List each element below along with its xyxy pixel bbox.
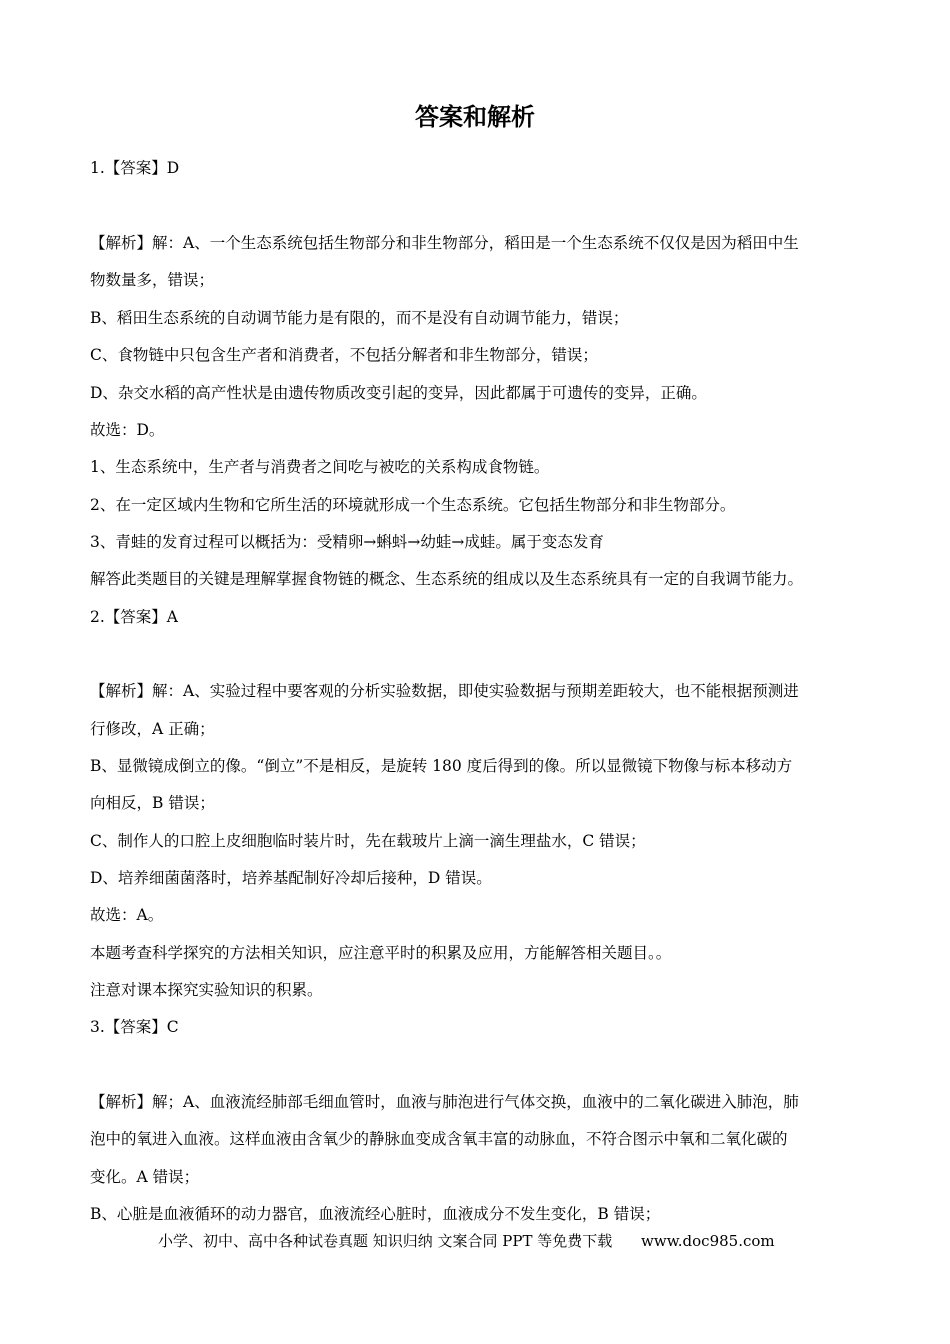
analysis-line: 注意对课本探究实验知识的积累。 — [90, 981, 323, 999]
analysis-line: 【解析】解：A、一个生态系统包括生物部分和非生物部分，稻田是一个生态系统不仅仅是因为稻田中生 — [90, 234, 799, 252]
footer-text: 小学、初中、高中各种试卷真题 知识归纳 文案合同 PPT 等免费下载 — [158, 1232, 613, 1250]
analysis-line: B、稻田生态系统的自动调节能力是有限的，而不是没有自动调节能力，错误； — [90, 309, 629, 327]
analysis-line: 泡中的氧进入血液。这样血液由含氧少的静脉血变成含氧丰富的动脉血，不符合图示中氧和二氧化碳的 — [90, 1130, 788, 1148]
analysis-line: D、培养细菌菌落时，培养基配制好冷却后接种，D 错误。 — [90, 869, 492, 887]
page-title: 答案和解析 — [415, 103, 535, 131]
analysis-line: 行修改，A 正确； — [90, 720, 215, 738]
analysis-line: 变化。A 错误； — [90, 1168, 200, 1186]
answer-line: 3.【答案】C — [90, 1018, 179, 1036]
analysis-line: 【解析】解；A、血液流经肺部毛细血管时，血液与肺泡进行气体交换，血液中的二氧化碳进入肺泡，肺 — [90, 1093, 799, 1111]
analysis-line: 3、青蛙的发育过程可以概括为：受精卵→蝌蚪→幼蛙→成蛙。属于变态发育 — [90, 533, 604, 551]
analysis-line: 1、生态系统中，生产者与消费者之间吃与被吃的关系构成食物链。 — [90, 458, 550, 476]
analysis-line: 解答此类题目的关键是理解掌握食物链的概念、生态系统的组成以及生态系统具有一定的自我调节能力。 — [90, 570, 804, 588]
analysis-line: 向相反，B 错误； — [90, 794, 215, 812]
answer-line: 2.【答案】A — [90, 608, 178, 626]
analysis-line: D、杂交水稻的高产性状是由遗传物质改变引起的变异，因此都属于可遗传的变异，正确。 — [90, 384, 707, 402]
analysis-line: 故选：A。 — [90, 906, 164, 924]
analysis-line: 物数量多，错误； — [90, 271, 215, 289]
analysis-line: B、心脏是血液循环的动力器官，血液流经心脏时，血液成分不发生变化，B 错误； — [90, 1205, 661, 1223]
analysis-line: 2、在一定区域内生物和它所生活的环境就形成一个生态系统。它包括生物部分和非生物部分。 — [90, 496, 736, 514]
analysis-line: 【解析】解：A、实验过程中要客观的分析实验数据，即使实验数据与预期差距较大，也不能根据预测进 — [90, 682, 799, 700]
analysis-line: 故选：D。 — [90, 421, 165, 439]
answer-line: 1.【答案】D — [90, 159, 180, 177]
analysis-line: C、食物链中只包含生产者和消费者，不包括分解者和非生物部分，错误； — [90, 346, 598, 364]
page-footer — [158, 1230, 775, 1252]
footer-url[interactable]: www.doc985.com — [641, 1232, 775, 1250]
analysis-line: B、显微镜成倒立的像。“倒立”不是相反，是旋转 180 度后得到的像。所以显微镜下物像与标本移动方 — [90, 757, 793, 775]
analysis-line: C、制作人的口腔上皮细胞临时装片时，先在载玻片上滴一滴生理盐水，C 错误； — [90, 832, 646, 850]
analysis-line: 本题考查科学探究的方法相关知识，应注意平时的积累及应用，方能解答相关题目。。 — [90, 944, 672, 962]
